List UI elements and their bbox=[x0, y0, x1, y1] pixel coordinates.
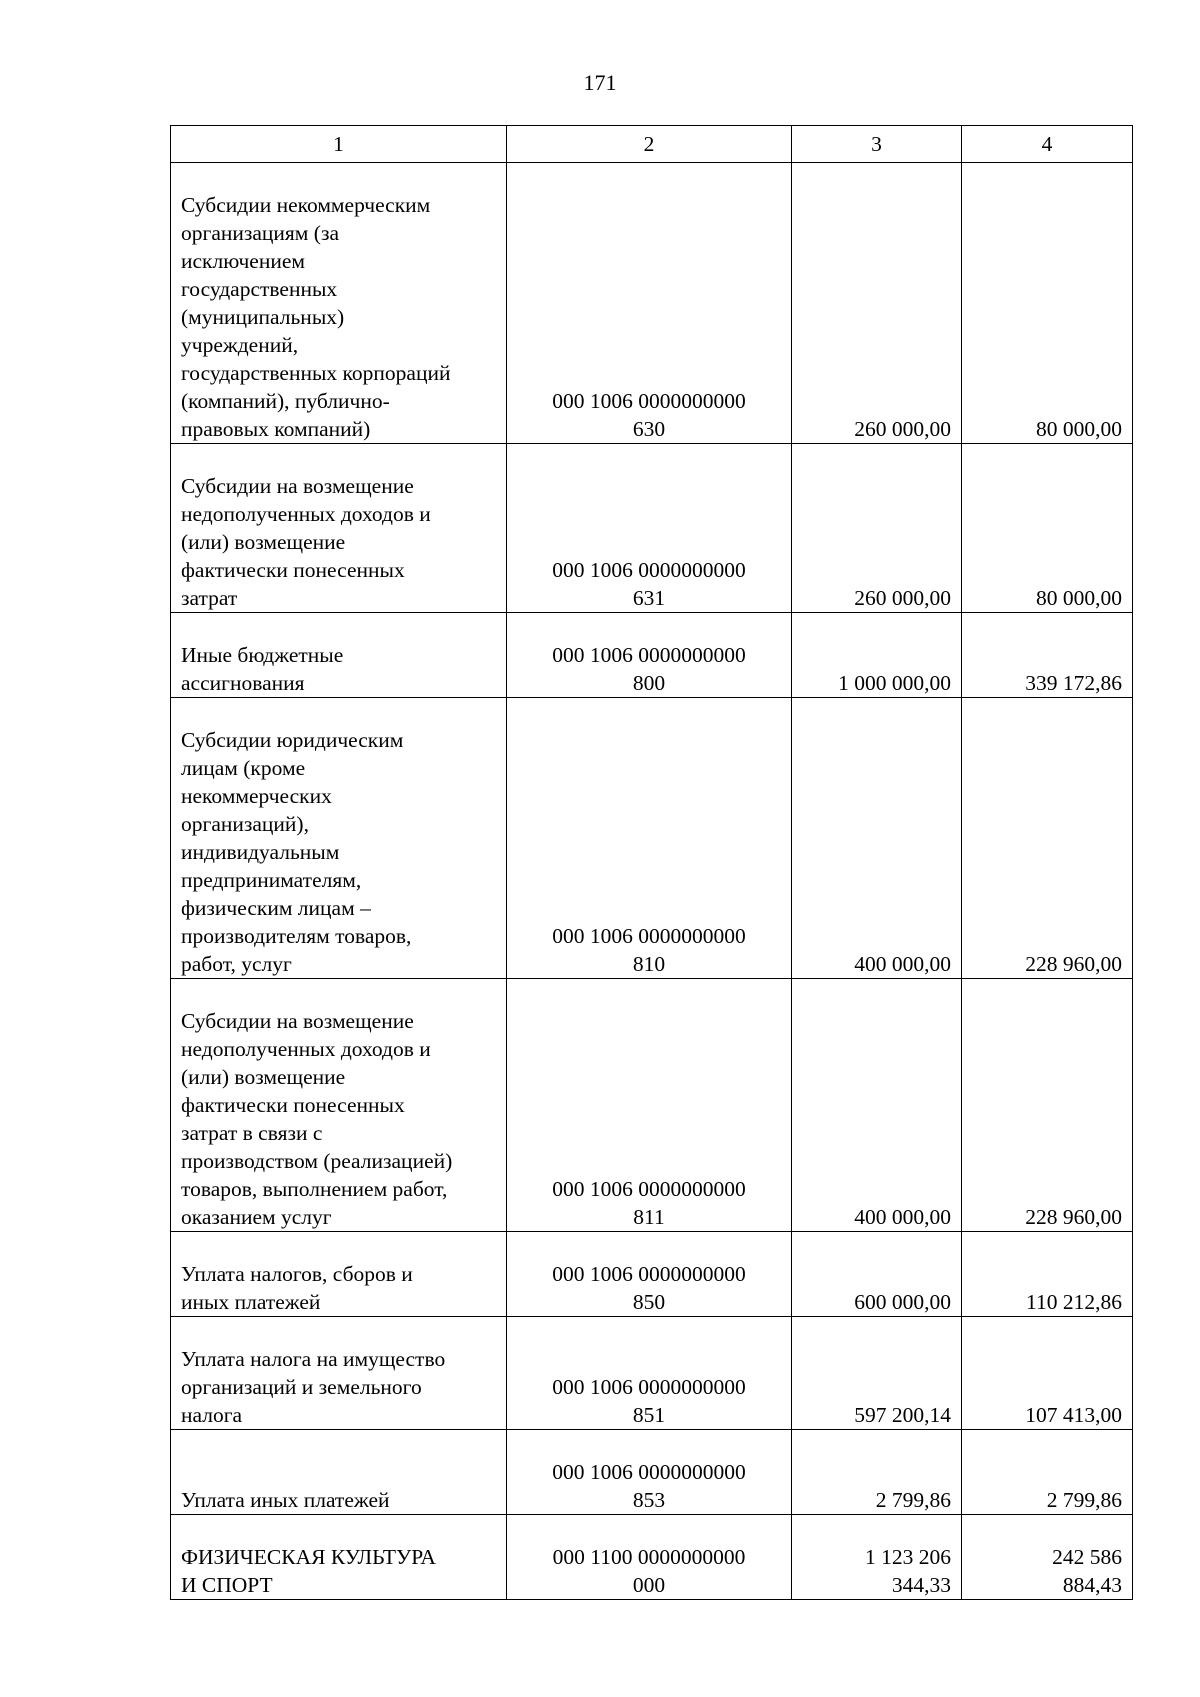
column-header-4: 4 bbox=[962, 126, 1133, 163]
row-name-cell bbox=[171, 1515, 507, 1600]
row-code: 000 1006 0000000000 853 bbox=[552, 1460, 746, 1512]
row-code-cell bbox=[507, 1430, 792, 1515]
row-col3-cell bbox=[792, 1232, 962, 1317]
row-col4-value: 2 799,86 bbox=[1046, 1488, 1122, 1512]
row-col4-value: 339 172,86 bbox=[1025, 671, 1122, 695]
row-name-cell bbox=[171, 444, 507, 613]
row-col3-value: 1 123 206 344,33 bbox=[865, 1545, 951, 1597]
row-col4-cell bbox=[962, 1430, 1133, 1515]
row-col3-value: 400 000,00 bbox=[854, 1205, 951, 1229]
page-number: 171 bbox=[583, 70, 617, 95]
row-col3-cell bbox=[792, 613, 962, 698]
row-name-cell bbox=[171, 1430, 507, 1515]
row-name: Уплата иных платежей bbox=[181, 1488, 390, 1512]
table-row bbox=[171, 163, 1133, 444]
table-row bbox=[171, 1430, 1133, 1515]
row-name: ФИЗИЧЕСКАЯ КУЛЬТУРА И СПОРТ bbox=[181, 1545, 436, 1597]
row-col3-value: 600 000,00 bbox=[854, 1290, 951, 1314]
row-col3-value: 400 000,00 bbox=[854, 952, 951, 976]
table-row bbox=[171, 613, 1133, 698]
column-header-3: 3 bbox=[792, 126, 962, 163]
row-code: 000 1006 0000000000 800 bbox=[552, 643, 746, 695]
row-code: 000 1100 0000000000 000 bbox=[552, 1545, 746, 1597]
row-name: Субсидии на возмещение недополученных доходов и (или) возмещение фактически понесенных затрат bbox=[181, 474, 431, 610]
row-code-cell bbox=[507, 698, 792, 979]
row-col4-value: 80 000,00 bbox=[1036, 586, 1122, 610]
row-col4-value: 107 413,00 bbox=[1025, 1403, 1122, 1427]
row-name-cell bbox=[171, 979, 507, 1232]
row-name-cell bbox=[171, 698, 507, 979]
row-col3-cell bbox=[792, 698, 962, 979]
row-code-cell bbox=[507, 1317, 792, 1430]
row-col3-cell bbox=[792, 1515, 962, 1600]
row-col4-cell bbox=[962, 1232, 1133, 1317]
column-header-1: 1 bbox=[171, 126, 507, 163]
row-col4-value: 110 212,86 bbox=[1026, 1290, 1122, 1314]
row-name-cell bbox=[171, 613, 507, 698]
row-name-cell bbox=[171, 1317, 507, 1430]
row-code-cell bbox=[507, 1232, 792, 1317]
row-code-cell bbox=[507, 1515, 792, 1600]
row-name: Иные бюджетные ассигнования bbox=[181, 643, 344, 695]
row-name: Уплата налога на имущество организаций и земельного налога bbox=[181, 1347, 446, 1427]
table-header-row bbox=[171, 126, 1133, 163]
row-name: Субсидии на возмещение недополученных доходов и (или) возмещение фактически понесенных затрат в связи с производством (реализацией) товаров, выполнением работ, оказанием услуг bbox=[181, 1009, 453, 1229]
row-col4-cell bbox=[962, 1317, 1133, 1430]
row-name: Субсидии некоммерческим организациям (за исключением государственных (муниципальных) учреждений, государственных корпораций (компаний), публично- правовых компаний) bbox=[181, 193, 451, 441]
row-col4-cell bbox=[962, 163, 1133, 444]
row-code-cell bbox=[507, 979, 792, 1232]
row-col3-value: 597 200,14 bbox=[854, 1403, 951, 1427]
row-code: 000 1006 0000000000 630 bbox=[552, 389, 746, 441]
row-col3-cell bbox=[792, 1317, 962, 1430]
row-name-cell bbox=[171, 1232, 507, 1317]
row-col3-cell bbox=[792, 979, 962, 1232]
row-col4-value: 80 000,00 bbox=[1036, 417, 1122, 441]
row-col4-value: 228 960,00 bbox=[1025, 952, 1122, 976]
row-col4-cell bbox=[962, 1515, 1133, 1600]
row-code-cell bbox=[507, 444, 792, 613]
row-code-cell bbox=[507, 613, 792, 698]
row-col4-cell bbox=[962, 444, 1133, 613]
row-col3-cell bbox=[792, 1430, 962, 1515]
row-col4-cell bbox=[962, 613, 1133, 698]
row-col3-value: 2 799,86 bbox=[875, 1488, 951, 1512]
row-code-cell bbox=[507, 163, 792, 444]
row-col3-value: 260 000,00 bbox=[854, 586, 951, 610]
row-code: 000 1006 0000000000 851 bbox=[552, 1375, 746, 1427]
table-row bbox=[171, 979, 1133, 1232]
table-row bbox=[171, 444, 1133, 613]
row-name: Субсидии юридическим лицам (кроме некоммерческих организаций), индивидуальным предпринимателям, физическим лицам – производителям товаров, работ, услуг bbox=[181, 728, 412, 976]
row-code: 000 1006 0000000000 850 bbox=[552, 1262, 746, 1314]
column-header-2: 2 bbox=[507, 126, 792, 163]
row-code: 000 1006 0000000000 810 bbox=[552, 924, 746, 976]
row-name: Уплата налогов, сборов и иных платежей bbox=[181, 1262, 413, 1314]
row-col4-value: 228 960,00 bbox=[1025, 1205, 1122, 1229]
row-code: 000 1006 0000000000 811 bbox=[552, 1177, 746, 1229]
row-col4-cell bbox=[962, 979, 1133, 1232]
budget-table bbox=[170, 125, 1133, 1600]
row-col4-cell bbox=[962, 698, 1133, 979]
row-col4-value: 242 586 884,43 bbox=[1052, 1545, 1122, 1597]
row-col3-cell bbox=[792, 444, 962, 613]
table-row bbox=[171, 1317, 1133, 1430]
row-name-cell bbox=[171, 163, 507, 444]
row-col3-value: 260 000,00 bbox=[854, 417, 951, 441]
row-col3-cell bbox=[792, 163, 962, 444]
table-row bbox=[171, 698, 1133, 979]
row-code: 000 1006 0000000000 631 bbox=[552, 558, 746, 610]
table-row bbox=[171, 1515, 1133, 1600]
row-col3-value: 1 000 000,00 bbox=[838, 671, 951, 695]
table-row bbox=[171, 1232, 1133, 1317]
